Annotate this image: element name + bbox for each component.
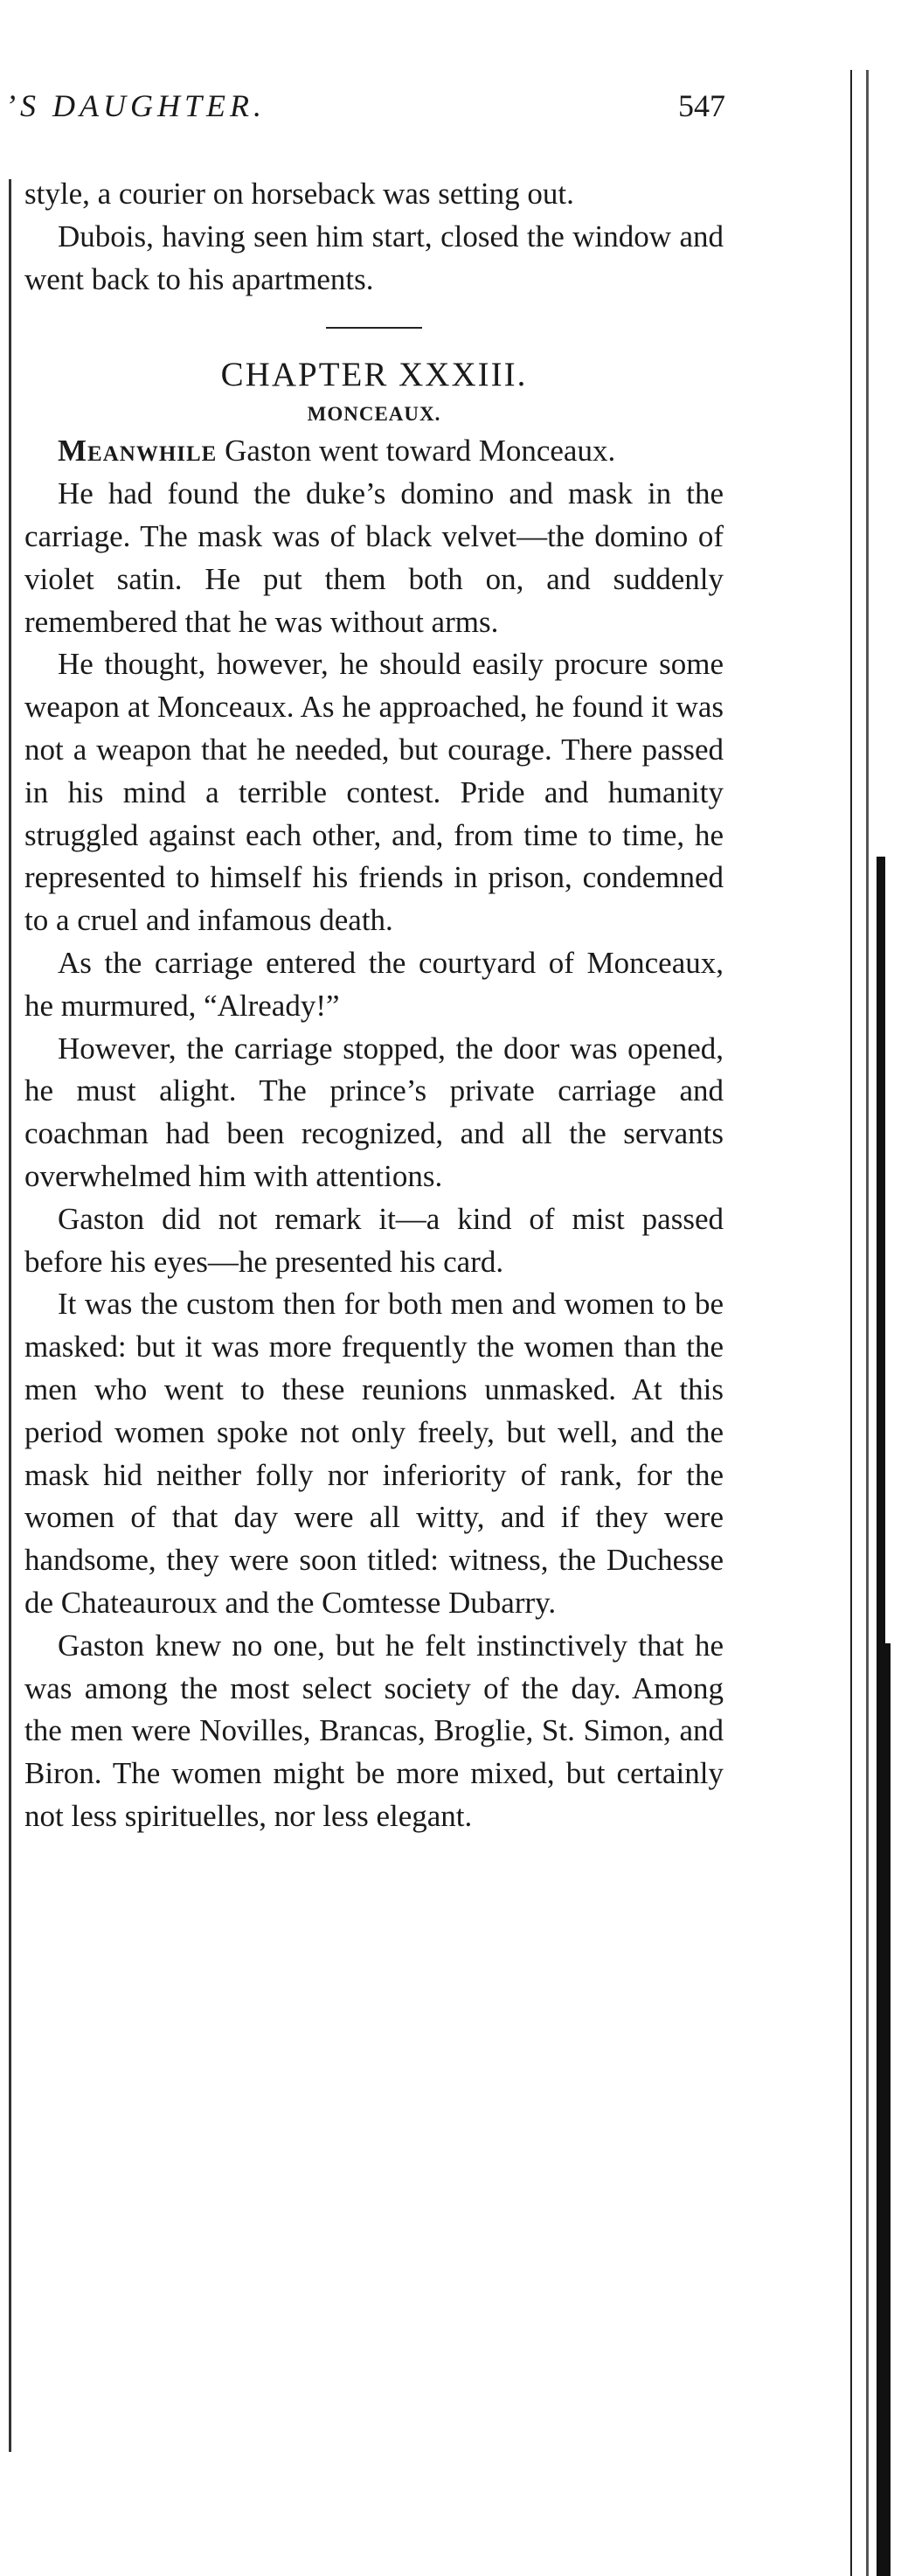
gutter-edge-shadow xyxy=(885,1643,891,2576)
paragraph: Gaston knew no one, but he felt instinctively that he was among the most select society of the day. Among the men were Novilles, Brancas, Broglie, St. Simon, and Biron. The women might be more mixed, but certainly not less spirituelles, nor less elegant. xyxy=(24,1628,724,1833)
paragraph: Gaston did not remark it—a kind of mist passed before his eyes—he presented his card. xyxy=(24,1201,724,1279)
running-head: ’S DAUGHTER. xyxy=(5,88,266,123)
paragraph xyxy=(24,430,724,473)
paragraph: Dubois, having seen him start, closed the window and went back to his apartments. xyxy=(24,219,724,296)
lead-rest: Gaston went toward Monceaux. xyxy=(217,434,616,469)
paragraph: He had found the duke’s domino and mask in the carriage. The mask was of black velvet—the domino of violet satin. He put them both on, and suddenly remembered that he was without arms. xyxy=(24,476,724,639)
paragraph: He thought, however, he should easily procure some weapon at Monceaux. As he approached, he found it was not a weapon that he needed, but courage. There passed in his mind a terrible contest. Pride and humanity struggled against each other, and, from time to time, he represented to himself his friends in prison, condemned to a cruel and infamous death. xyxy=(24,647,724,938)
paragraph: As the carriage entered the courtyard of Monceaux, he murmured, “Already!” xyxy=(24,945,724,1023)
column-rule xyxy=(9,179,11,2452)
gutter-line-thin xyxy=(850,70,852,2576)
chapter-title: CHAPTER XXXIII. xyxy=(220,356,528,394)
chapter-subtitle: MONCEAUX. xyxy=(307,403,441,426)
paragraph: It was the custom then for both men and women to be masked: but it was more frequently the women than the men who went to these reunions unmasked. At this period women spoke not only freely, but well, and the mask hid neither folly nor inferiority of rank, for the women of that day were all witty, and if they were handsome, they were soon titled: witness, the Duchesse de Chateauroux and the Comtesse Dubarry. xyxy=(24,1287,724,1620)
lead-word: Meanwhile xyxy=(58,434,218,469)
section-divider xyxy=(326,327,422,329)
paragraph: However, the carriage stopped, the door was opened, he must alight. The prince’s private carriage and coachman had been recognized, and all the servants overwhelmed him with attentions. xyxy=(24,1031,724,1193)
text-column xyxy=(24,173,724,1838)
gutter-line-medium xyxy=(866,70,869,2576)
page-number: 547 xyxy=(678,88,725,123)
paragraph: style, a courier on horseback was setting out. xyxy=(24,177,574,211)
gutter-line-thick xyxy=(877,857,885,2576)
page-header xyxy=(0,87,725,140)
binding-gutter xyxy=(840,70,901,2576)
